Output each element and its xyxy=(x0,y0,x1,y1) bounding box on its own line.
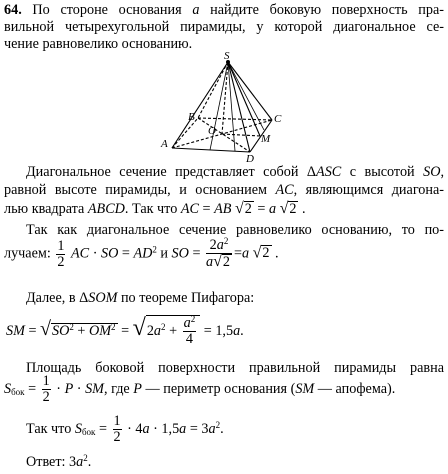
solution-pythagoras-equation: SM = $√SO^2 + OM^2 = √2a^2$ + $\frac{a^2}{4}$ = 1,5a. xyxy=(6,314,244,348)
solution-p1-line-3: лью квадрата ABCD. Так что AC = AB √2 = a √2 . xyxy=(4,200,306,217)
solution-p1-line-1: Диагональное сечение представляет собой ΔASC с высотой SO, xyxy=(26,164,444,180)
solution-p5: Так что $S_{бок}$ = $\frac{1}{2}$ · $4a \cdot 1,5a = 3a^2$. xyxy=(26,413,224,446)
solution-p3: Далее, в ΔSOM по теореме Пифагора: xyxy=(26,290,255,306)
label-c: C xyxy=(274,113,282,125)
height-so xyxy=(222,62,228,134)
problem-statement-line-3: чение равновелико основанию. xyxy=(4,36,193,52)
label-b: B xyxy=(188,111,195,123)
label-m: M xyxy=(261,133,271,145)
segment-om xyxy=(222,134,260,136)
label-d: D xyxy=(246,153,254,162)
problem-statement-line-1: 64. По стороне основания a найдите боковую поверхность пра- xyxy=(4,2,444,18)
problem-number: 64. xyxy=(4,2,22,18)
solution-p4-line-1: Площадь боковой поверхности правильной пирамиды равна xyxy=(26,360,444,376)
solution-p2-equation: лучаем: $\frac{1}{2}$ AC · SO = $AD^2$ и SO = $\frac{2a^2}{a√2}$ =a √2 . xyxy=(4,236,279,270)
solution-p4-line-2: $S_{бок}$ = $\frac{1}{2}$ · P · SM, где P — периметр основания (SM — апофема). xyxy=(4,373,396,406)
label-a: A xyxy=(161,138,168,150)
edge-bc xyxy=(198,118,272,120)
label-s: S xyxy=(224,52,230,62)
solution-p1-line-2: равной высоте пирамиды, и основанием AC, являющимся диагона- xyxy=(4,182,444,198)
label-o: O xyxy=(208,125,216,137)
pyramid-figure xyxy=(0,52,448,162)
solution-p2-line-1: Так как диагональное сечение равновелико основанию, то по- xyxy=(26,222,444,238)
edge-ad xyxy=(172,148,250,152)
problem-statement-line-2: вильной четырехугольной пирамиды, у которой диагональное се- xyxy=(4,19,444,35)
answer: Ответ: $3a^2$. xyxy=(26,453,92,470)
